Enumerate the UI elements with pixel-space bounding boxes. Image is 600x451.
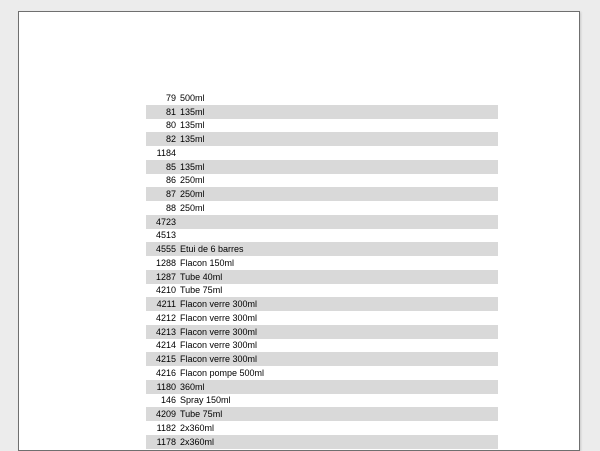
product-description: 135ml <box>180 134 205 145</box>
product-code: 82 <box>165 134 176 145</box>
product-code: 1184 <box>156 147 176 158</box>
product-description: 135ml <box>180 106 205 117</box>
product-description: Flacon verre 300ml <box>180 312 258 323</box>
table-row <box>146 201 498 215</box>
table-row <box>146 256 498 270</box>
table-row <box>146 421 498 435</box>
table-row <box>146 91 498 105</box>
table-row <box>146 160 498 174</box>
table-row <box>146 407 498 421</box>
table-row <box>146 174 498 188</box>
table-row <box>146 297 498 311</box>
table-row <box>146 132 498 146</box>
table-row <box>146 380 498 394</box>
product-table <box>146 91 498 449</box>
product-code: 4209 <box>155 409 176 420</box>
product-code: 87 <box>165 189 176 200</box>
product-code: 4555 <box>155 244 176 255</box>
product-code: 4214 <box>155 340 176 351</box>
product-description: 250ml <box>180 189 205 200</box>
product-description: Flacon verre 300ml <box>180 326 258 337</box>
product-description: 135ml <box>180 161 205 172</box>
product-description: Flacon verre 300ml <box>180 340 258 351</box>
table-row <box>146 187 498 201</box>
product-code: 1178 <box>156 436 176 447</box>
product-description: Flacon 150ml <box>180 257 235 268</box>
table-row <box>146 325 498 339</box>
product-description: 250ml <box>180 202 205 213</box>
product-code: 80 <box>165 120 176 131</box>
product-description: Tube 75ml <box>180 409 223 420</box>
product-description: Spray 150ml <box>180 395 231 406</box>
product-description: 2x360ml <box>180 422 215 433</box>
table-row <box>146 229 498 243</box>
table-row <box>146 366 498 380</box>
product-code: 86 <box>165 175 176 186</box>
product-description: Flacon verre 300ml <box>180 354 258 365</box>
product-description: 250ml <box>180 175 205 186</box>
product-code: 79 <box>165 92 176 103</box>
table-row <box>146 242 498 256</box>
table-row <box>146 105 498 119</box>
product-description: 135ml <box>180 120 205 131</box>
product-description: 360ml <box>180 381 205 392</box>
table-row <box>146 270 498 284</box>
table-row <box>146 311 498 325</box>
product-code: 4215 <box>155 354 176 365</box>
product-description: 2x360ml <box>180 436 215 447</box>
product-code: 1287 <box>155 271 176 282</box>
product-code: 1288 <box>155 257 176 268</box>
table-row <box>146 352 498 366</box>
table-row <box>146 146 498 160</box>
product-code: 4513 <box>155 230 176 241</box>
product-description: Flacon pompe 500ml <box>180 367 265 378</box>
product-description: 500ml <box>180 92 205 103</box>
product-code: 4216 <box>155 367 176 378</box>
table-row <box>146 215 498 229</box>
product-description: Tube 75ml <box>180 285 223 296</box>
product-description: Flacon verre 300ml <box>180 299 258 310</box>
table-row <box>146 339 498 353</box>
product-code: 4723 <box>155 216 176 227</box>
product-code: 4211 <box>156 299 176 310</box>
table-row <box>146 435 498 449</box>
table-row <box>146 394 498 408</box>
product-description: Etui de 6 barres <box>180 244 244 255</box>
document-page <box>18 11 580 451</box>
product-code: 4210 <box>155 285 176 296</box>
product-code: 88 <box>165 202 176 213</box>
product-code: 146 <box>160 395 176 406</box>
table-row <box>146 119 498 133</box>
product-description: Tube 40ml <box>180 271 223 282</box>
product-code: 1182 <box>156 422 176 433</box>
product-code: 85 <box>165 161 176 172</box>
product-code: 4213 <box>155 326 176 337</box>
product-code: 1180 <box>156 381 176 392</box>
product-code: 81 <box>165 106 176 117</box>
table-row <box>146 284 498 298</box>
product-code: 4212 <box>155 312 176 323</box>
